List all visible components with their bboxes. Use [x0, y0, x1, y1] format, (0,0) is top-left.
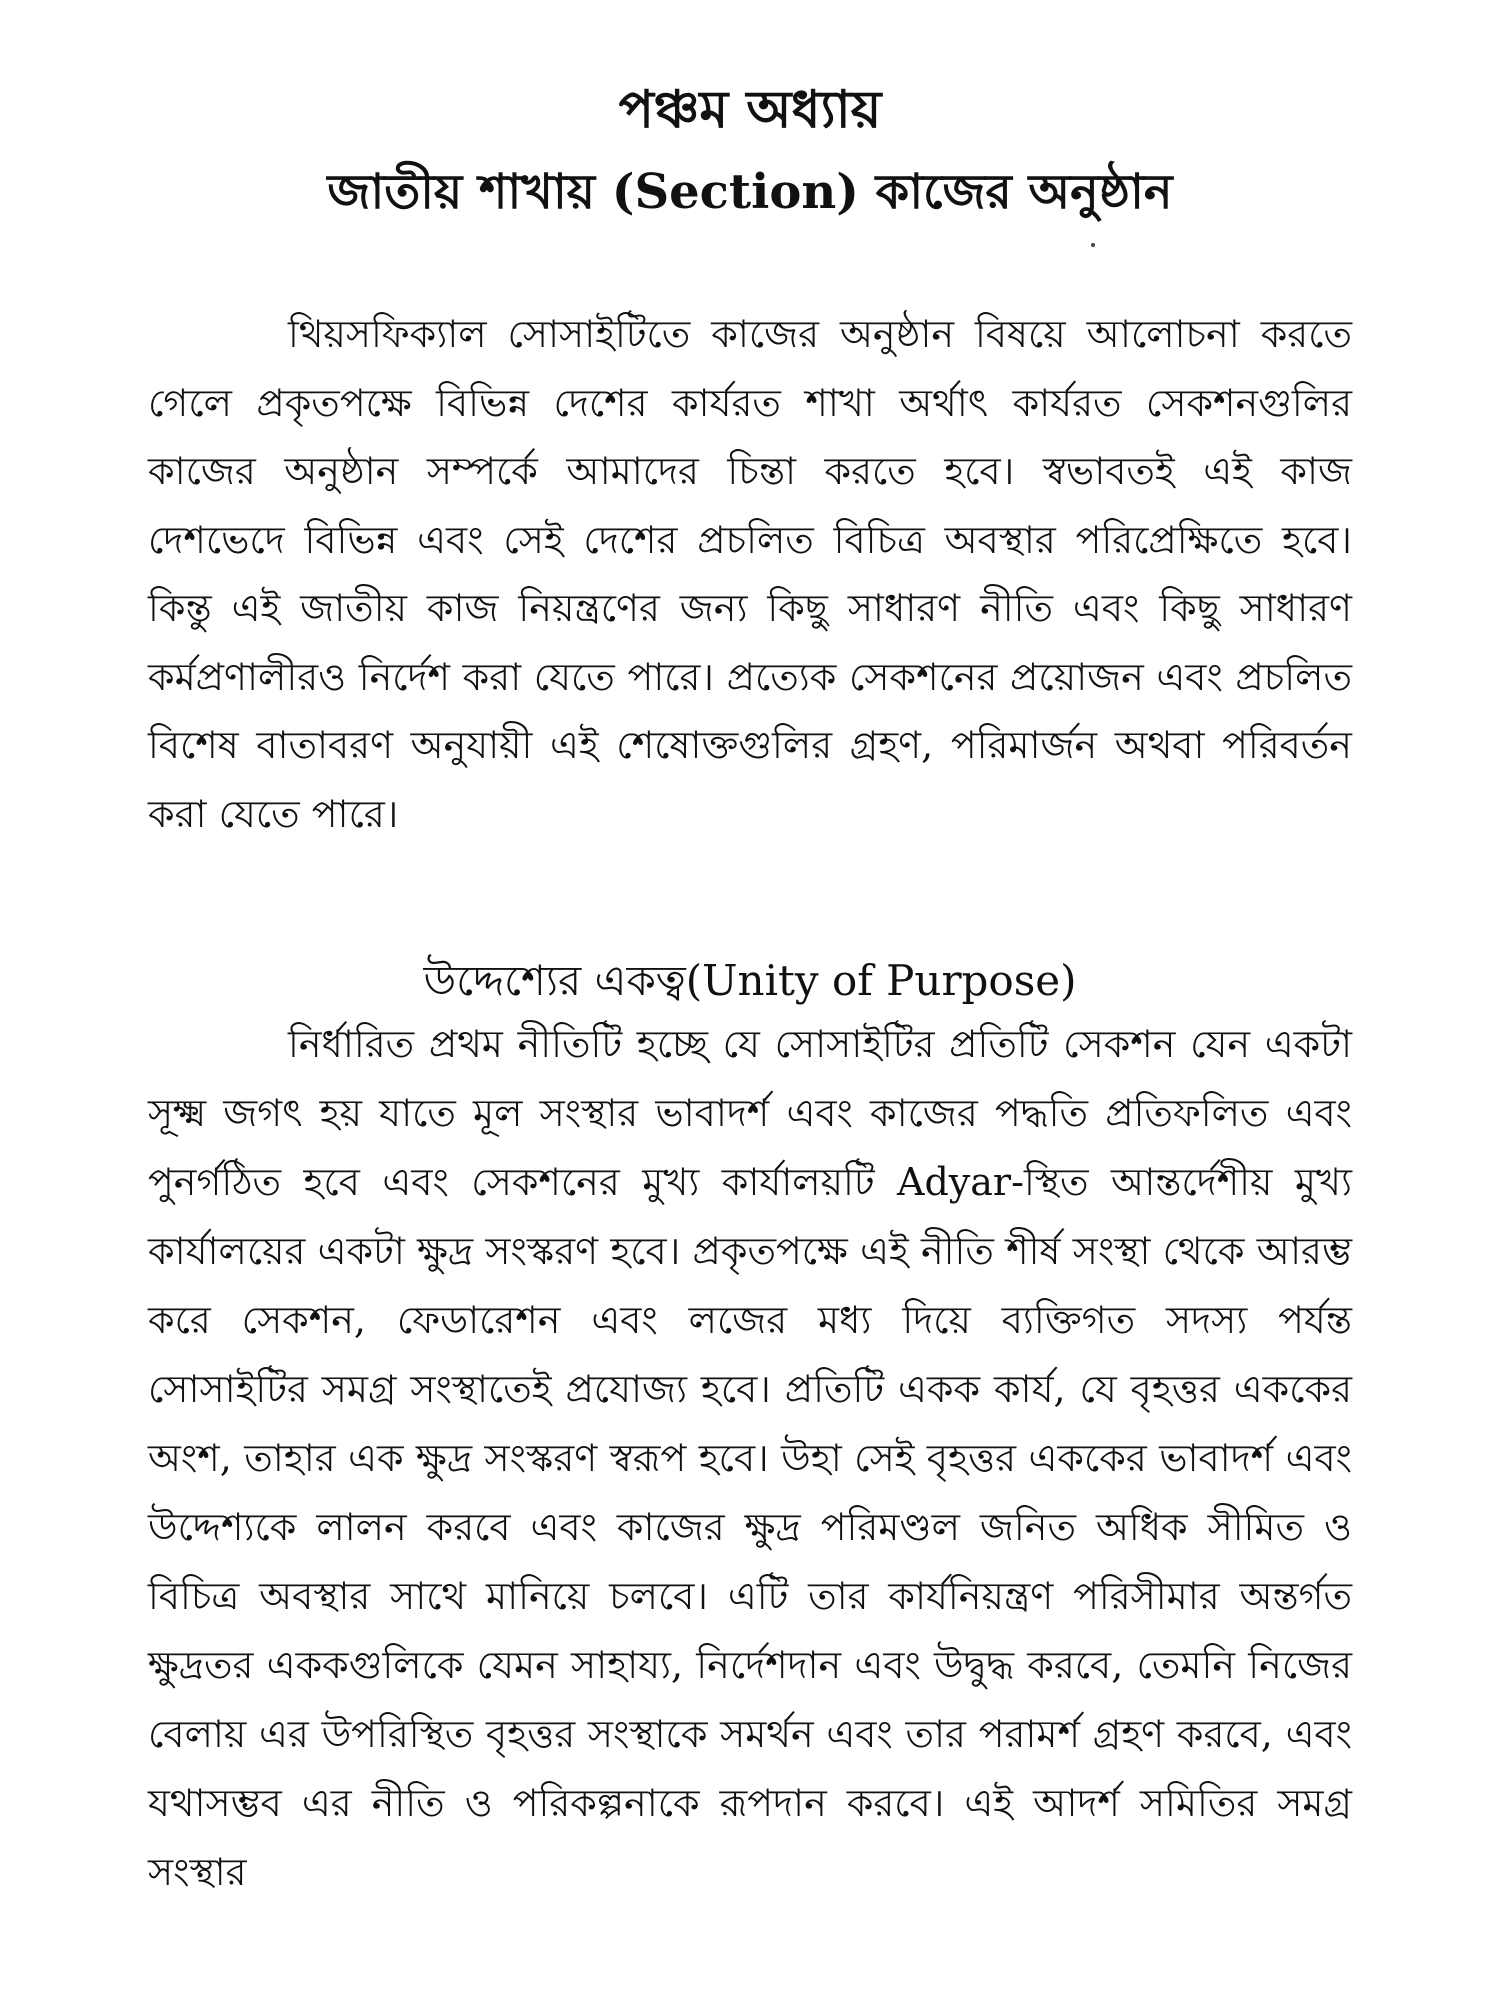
chapter-title: পঞ্চম অধ্যায়	[618, 79, 882, 140]
heading-unity-of-purpose: উদ্দেশ্যের একত্ব(Unity of Purpose)	[423, 956, 1077, 1005]
print-speck	[1091, 243, 1095, 247]
paragraph-intro: থিয়সফিক্যাল সোসাইটিতে কাজের অনুষ্ঠান বিষয়ে আলোচনা করতে গেলে প্রকৃতপক্ষে বিভিন্ন দেশের কার্যরত শাখা অর্থাৎ কার্যরত সেকশনগুলির কাজের অনুষ্ঠান সম্পর্কে আমাদের চিন্তা করতে হবে। স্বভাবতই এই কাজ দেশভেদে বিভিন্ন এবং সেই দেশের প্রচলিত বিচিত্র অবস্থার পরিপ্রেক্ষিতে হবে। কিন্তু এই জাতীয় কাজ নিয়ন্ত্রণের জন্য কিছু সাধারণ নীতি এবং কিছু সাধারণ কর্মপ্রণালীরও নির্দেশ করা যেতে পারে। প্রত্যেক সেকশনের প্রয়োজন এবং প্রচলিত বিশেষ বাতাবরণ অনুযায়ী এই শেষোক্তগুলির গ্রহণ, পরিমার্জন অথবা পরিবর্তন করা যেতে পারে।	[148, 312, 1352, 836]
paragraph-unity: নির্ধারিত প্রথম নীতিটি হচ্ছে যে সোসাইটির প্রতিটি সেকশন যেন একটা সূক্ষ্ম জগৎ হয় যাতে মূল সংস্থার ভাবাদর্শ এবং কাজের পদ্ধতি প্রতিফলিত এবং পুনর্গঠিত হবে এবং সেকশনের মুখ্য কার্যালয়টি Adyar-স্থিত আন্তর্দেশীয় মুখ্য কার্যালয়ের একটা ক্ষুদ্র সংস্করণ হবে। প্রকৃতপক্ষে এই নীতি শীর্ষ সংস্থা থেকে আরম্ভ করে সেকশন, ফেডারেশন এবং লজের মধ্য দিয়ে ব্যক্তিগত সদস্য পর্যন্ত সোসাইটির সমগ্র সংস্থাতেই প্রযোজ্য হবে। প্রতিটি একক কার্য, যে বৃহত্তর এককের অংশ, তাহার এক ক্ষুদ্র সংস্করণ স্বরূপ হবে। উহা সেই বৃহত্তর এককের ভাবাদর্শ এবং উদ্দেশ্যকে লালন করবে এবং কাজের ক্ষুদ্র পরিমণ্ডল জনিত অধিক সীমিত ও বিচিত্র অবস্থার সাথে মানিয়ে চলবে। এটি তার কার্যনিয়ন্ত্রণ পরিসীমার অন্তর্গত ক্ষুদ্রতর এককগুলিকে যেমন সাহায্য, নির্দেশদান এবং উদ্বুদ্ধ করবে, তেমনি নিজের বেলায় এর উপরিস্থিত বৃহত্তর সংস্থাকে সমর্থন এবং তার পরামর্শ গ্রহণ করবে, এবং যথাসম্ভব এর নীতি ও পরিকল্পনাকে রূপদান করবে। এই আদর্শ সমিতির সমগ্র সংস্থার	[148, 1022, 1352, 1894]
section-title: জাতীয় শাখায় (Section) কাজের অনুষ্ঠান	[327, 164, 1173, 220]
